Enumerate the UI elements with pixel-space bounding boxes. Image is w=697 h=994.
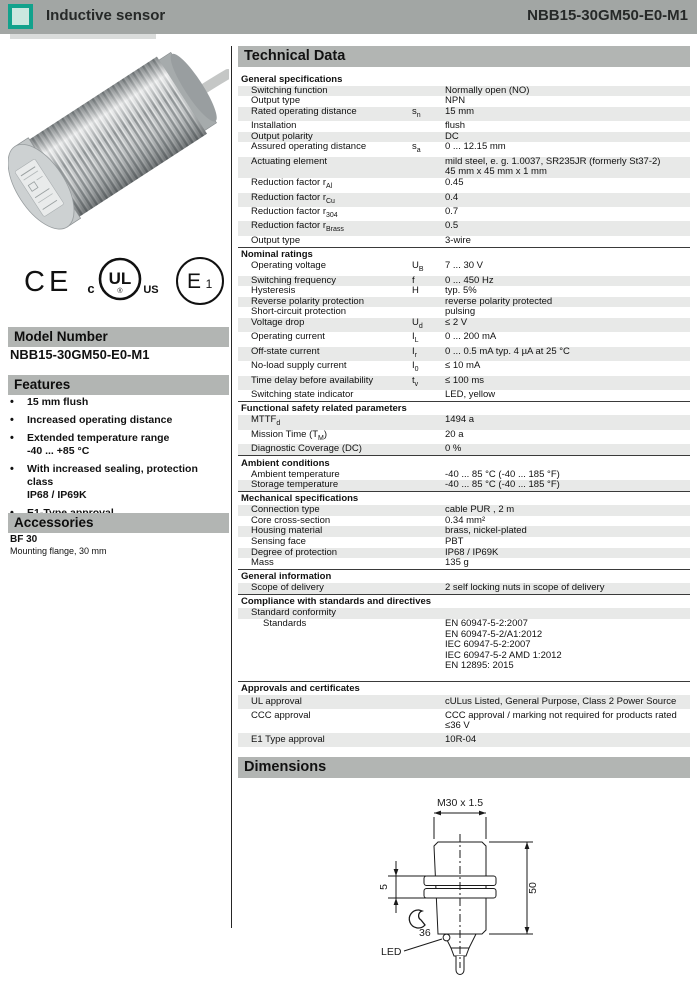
spec-row (238, 480, 690, 491)
dimensions-heading: Dimensions (238, 757, 690, 778)
spec-value: 2 self locking nuts in scope of delivery (445, 582, 605, 594)
spec-value: 3-wire (445, 234, 471, 246)
svg-text:UL: UL (108, 269, 132, 288)
spec-row (238, 207, 690, 221)
spec-row (238, 619, 690, 672)
spec-section (238, 491, 690, 569)
spec-symbol (412, 178, 445, 192)
spec-label: Sensing face (251, 535, 306, 547)
spec-label: Operating voltage (251, 260, 326, 272)
product-photo (8, 52, 229, 252)
spec-row (238, 142, 690, 156)
spec-section (238, 594, 690, 672)
spec-value: Normally open (NO) (445, 84, 530, 96)
spec-value: ≤ 2 V (445, 316, 468, 328)
spec-label: Storage temperature (251, 479, 339, 491)
spec-symbol: $I_L$ (412, 331, 419, 345)
spec-value: 0.5 (445, 220, 459, 232)
spec-value: DC (445, 130, 459, 142)
spec-symbol (412, 297, 445, 308)
spec-label: Hysteresis (251, 285, 296, 297)
spec-row (238, 236, 690, 247)
e1-mark-icon (177, 258, 223, 304)
sensor-body (8, 52, 227, 240)
spec-label: E1 Type approval (251, 733, 325, 745)
spec-symbol (412, 444, 445, 455)
spec-label: Installation (251, 120, 297, 132)
spec-symbol (412, 558, 445, 569)
spec-row (238, 361, 690, 375)
spec-symbol (412, 619, 445, 672)
features-heading: Features (8, 375, 229, 395)
spec-label: Time delay before availability (251, 374, 374, 386)
spec-section-title: Nominal ratings (238, 247, 690, 262)
spec-symbol (412, 207, 445, 221)
spec-value: -40 ... 85 °C (-40 ... 185 °F) (445, 468, 560, 480)
model-number-value: NBB15-30GM50-E0-M1 (10, 347, 150, 362)
svg-text:CE: CE (24, 266, 73, 298)
spec-symbol: $s_a$ (412, 141, 421, 155)
spec-label: Switching function (251, 84, 328, 96)
nut-dimension-label: 5 (378, 883, 390, 890)
certification-marks (8, 253, 229, 311)
technical-data-heading: Technical Data (238, 46, 690, 67)
feature-item (10, 414, 224, 427)
spec-value: 0.34 mm² (445, 514, 486, 526)
spec-value: brass, nickel-plated (445, 525, 527, 537)
spec-label: Ambient temperature (251, 468, 340, 480)
spec-row (238, 261, 690, 275)
ul-mark-icon (87, 259, 158, 299)
spec-label: Off-state current (251, 345, 320, 357)
spec-label: No-load supply current (251, 360, 347, 372)
accessories-heading: Accessories (8, 513, 229, 533)
accessory-item (10, 534, 224, 557)
spec-row (238, 444, 690, 455)
spec-value: 0.4 (445, 191, 459, 203)
spec-row (238, 157, 690, 178)
left-column (8, 40, 229, 930)
spec-row (238, 332, 690, 346)
spec-row (238, 347, 690, 361)
spec-value: CCC approval / marking not required for products rated ≤36 V (445, 709, 677, 732)
feature-text: With increased sealing, protection class IP68 / IP69K (27, 463, 198, 501)
spec-row (238, 415, 690, 429)
spec-label: Core cross-section (251, 514, 331, 526)
spec-label: Mission Time $(T_M)$ (251, 428, 328, 442)
spec-symbol (412, 697, 445, 708)
spec-row (238, 221, 690, 235)
led-indicator (443, 934, 450, 941)
feature-item (10, 463, 224, 502)
spec-value: EN 60947-5-2:2007 EN 60947-5-2/A1:2012 IEC 60947-5-2:2007 IEC 60947-5-2 AMD 1:2012 EN 12895: 2015 (445, 617, 562, 672)
svg-text:1: 1 (205, 277, 213, 291)
spec-row (238, 376, 690, 390)
page-header (0, 0, 697, 34)
spec-symbol: $I_r$ (412, 345, 417, 359)
technical-data-table (238, 72, 690, 747)
length-dimension-label: 50 (527, 881, 539, 894)
spec-symbol (412, 221, 445, 235)
spec-symbol (412, 526, 445, 537)
spec-label: Reduction factor $r_{304}$ (251, 206, 338, 219)
spec-value: 0 % (445, 443, 462, 455)
spec-label: Switching state indicator (251, 389, 354, 401)
spec-value: 1494 a (445, 414, 475, 426)
header-model-number: NBB15-30GM50-E0-M1 (527, 7, 688, 24)
feature-item (10, 432, 224, 458)
spec-section (238, 569, 690, 594)
spec-value: 0 ... 450 Hz (445, 274, 494, 286)
column-divider (231, 46, 232, 928)
spec-section-title: Approvals and certificates (238, 681, 690, 696)
bullet-icon: • (10, 463, 14, 475)
spec-symbol (412, 516, 445, 527)
spec-value: typ. 5% (445, 285, 477, 297)
spec-symbol (412, 430, 445, 444)
spec-symbol (412, 415, 445, 429)
bullet-icon: • (10, 432, 14, 444)
spec-label: Actuating element (251, 155, 328, 167)
spec-symbol (412, 735, 445, 746)
feature-text: Increased operating distance (27, 414, 173, 426)
spec-section (238, 247, 690, 401)
spec-label: Reverse polarity protection (251, 295, 364, 307)
spec-row (238, 390, 690, 401)
spec-symbol: $I_0$ (412, 360, 419, 374)
page-title: Inductive sensor (46, 7, 166, 24)
spec-symbol (412, 480, 445, 491)
spec-section-title: General specifications (241, 73, 343, 85)
feature-text: Extended temperature range -40 ... +85 °C (27, 432, 170, 457)
spec-row (238, 107, 690, 121)
spec-label: UL approval (251, 695, 302, 707)
spec-value: 0 ... 12.15 mm (445, 141, 506, 153)
spec-symbol: $U_B$ (412, 260, 424, 273)
spec-row (238, 583, 690, 594)
accessory-name: BF 30 (10, 534, 38, 545)
spec-label: Reduction factor $r_{Cu}$ (251, 191, 335, 205)
spec-label: Mass (251, 557, 274, 569)
spec-symbol (412, 121, 445, 132)
spec-label: Connection type (251, 504, 320, 516)
spec-label: Reduction factor $r_{Al}$ (251, 177, 333, 190)
spec-value: 10R-04 (445, 733, 477, 745)
spec-symbol (412, 470, 445, 481)
accessory-description: Mounting flange, 30 mm (10, 546, 107, 556)
spec-row (238, 193, 690, 207)
spec-row (238, 430, 690, 444)
brand-square-icon (8, 4, 33, 29)
spec-value: cable PUR , 2 m (445, 504, 515, 516)
spec-symbol (412, 193, 445, 207)
svg-text:®: ® (117, 288, 123, 295)
spec-symbol: H (412, 285, 419, 297)
spec-symbol: $U_d$ (412, 316, 423, 330)
spec-value: ≤ 100 ms (445, 374, 485, 386)
spec-value: 0 ... 0.5 mA typ. 4 µA at 25 °C (445, 345, 570, 357)
header-substrip (10, 34, 156, 39)
spec-section-title: General information (238, 569, 690, 584)
spec-row (238, 558, 690, 569)
spec-label: Reduction factor $r_{Brass}$ (251, 220, 344, 234)
led-label: LED (381, 945, 402, 958)
spec-symbol (412, 537, 445, 548)
svg-text:US: US (143, 284, 159, 296)
feature-item (10, 396, 224, 409)
ce-mark-icon (24, 266, 72, 298)
spec-symbol (412, 583, 445, 594)
features-list (10, 396, 224, 525)
spec-value: flush (445, 120, 466, 132)
spec-label: CCC approval (251, 709, 311, 721)
spec-value: reverse polarity protected (445, 295, 553, 307)
spec-section (238, 455, 690, 491)
spec-row (238, 709, 690, 733)
spec-symbol: $s_n$ (412, 105, 421, 119)
spec-value: 7 ... 30 V (445, 260, 484, 272)
spec-symbol: $t_v$ (412, 374, 419, 388)
spec-label: Degree of protection (251, 546, 338, 558)
spec-value: 20 a (445, 428, 464, 440)
spec-symbol (412, 157, 445, 178)
spec-symbol (412, 548, 445, 559)
right-column (238, 46, 690, 994)
spec-value: pulsing (445, 306, 476, 318)
spec-value: PBT (445, 535, 464, 547)
spec-section-title: Compliance with standards and directives (238, 594, 690, 609)
svg-text:E: E (186, 270, 202, 293)
spec-label: Diagnostic Coverage (DC) (251, 443, 362, 455)
spec-label: $MTTF_d$ (251, 414, 281, 428)
spec-symbol (412, 390, 445, 401)
spec-value: 0 ... 200 mA (445, 331, 497, 343)
spec-value: 135 g (445, 557, 469, 569)
spec-row (238, 695, 690, 709)
spec-label: Standard conformity (251, 607, 337, 619)
spec-label: Rated operating distance (251, 105, 357, 117)
spec-symbol (412, 711, 445, 732)
spec-label: Assured operating distance (251, 141, 367, 153)
spec-section (238, 681, 690, 747)
dimension-drawing (238, 782, 690, 994)
spec-value: mild steel, e. g. 1.0037, SR235JR (formerly St37-2) 45 mm x 45 mm x 1 mm (445, 155, 661, 178)
thread-dimension-label: M30 x 1.5 (436, 796, 484, 809)
spec-value: cULus Listed, General Purpose, Class 2 Power Source (445, 695, 677, 707)
spec-section-title: Mechanical specifications (238, 491, 690, 506)
spec-symbol (412, 608, 445, 619)
spec-value: 0.7 (445, 206, 459, 217)
wrench-size-label: 36 (419, 926, 431, 939)
spec-label: Output polarity (251, 130, 313, 142)
spec-symbol (412, 86, 445, 97)
spec-value: NPN (445, 95, 466, 107)
spec-label: Switching frequency (251, 274, 337, 286)
spec-label: Housing material (251, 525, 323, 537)
spec-value: 0.45 (445, 177, 464, 189)
spec-label: Scope of delivery (251, 582, 324, 594)
spec-section (238, 401, 690, 455)
spec-label: Operating current (251, 331, 325, 343)
model-number-heading: Model Number (8, 327, 229, 347)
spec-row (238, 178, 690, 192)
spec-row (238, 318, 690, 332)
spec-label: Output type (251, 95, 301, 107)
spec-value: IP68 / IP69K (445, 546, 499, 558)
spec-symbol (412, 236, 445, 247)
feature-text: 15 mm flush (27, 396, 89, 408)
spec-value: 15 mm (445, 105, 475, 117)
spec-row (238, 537, 690, 548)
wrench-icon (409, 910, 425, 928)
spec-value: ≤ 10 mA (445, 360, 481, 372)
spec-symbol (412, 505, 445, 516)
spec-section-title: Functional safety related parameters (238, 401, 690, 416)
spec-section (238, 72, 690, 247)
spec-value: -40 ... 85 °C (-40 ... 185 °F) (445, 479, 560, 491)
spec-symbol: f (412, 274, 415, 286)
spec-label: Short-circuit protection (251, 306, 347, 318)
spec-row (238, 733, 690, 747)
bullet-icon: • (10, 396, 14, 408)
spec-label: Output type (251, 234, 301, 246)
spec-value: LED, yellow (445, 389, 496, 401)
spec-label: Standards (263, 617, 307, 629)
svg-text:c: c (87, 281, 95, 296)
bullet-icon: • (10, 414, 14, 426)
spec-label: Voltage drop (251, 316, 305, 328)
spec-section-title: Ambient conditions (238, 455, 690, 470)
accessories-list (10, 534, 224, 557)
